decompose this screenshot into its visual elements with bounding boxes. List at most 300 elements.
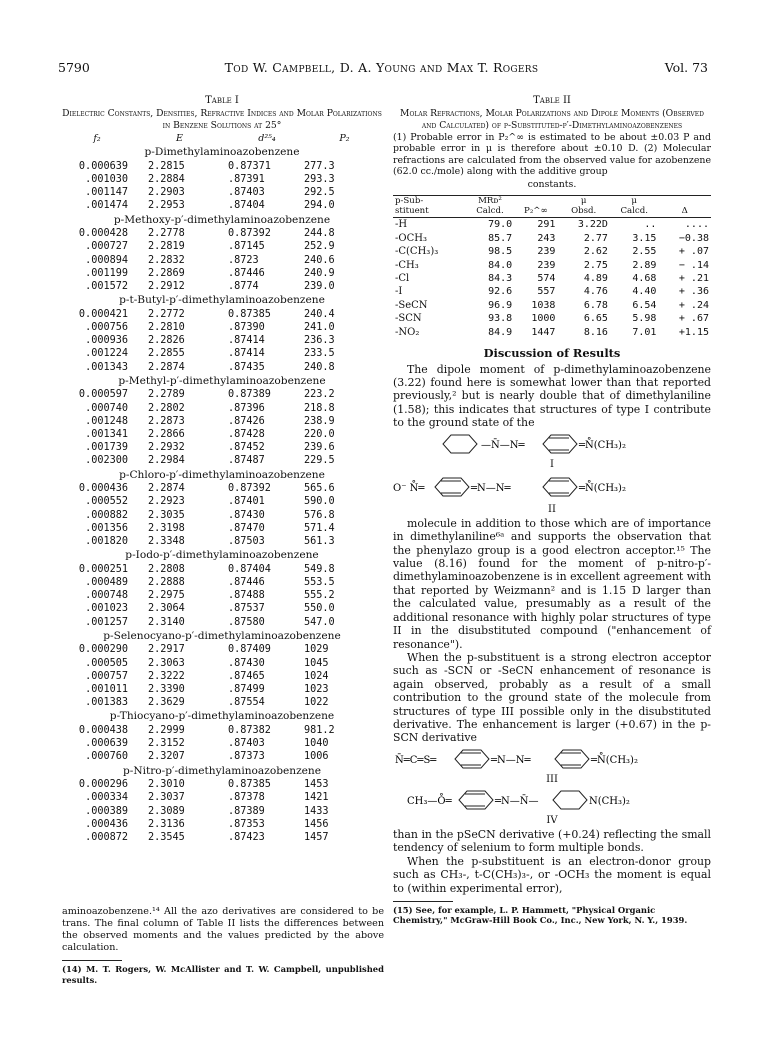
- structure-II-end: ═N̊(CH₃)₂: [579, 483, 626, 495]
- table1-cell: 240.6: [304, 254, 335, 266]
- table1-group-heading: p-Nitro-p′-dimethylaminoazobenzene: [122, 764, 322, 777]
- table1-cell: .87452: [228, 442, 265, 454]
- table2-header-cell: μ Obsd.: [571, 196, 597, 216]
- table2-row: [393, 259, 711, 272]
- table2-header-cell: MRᴅ² Calcd.: [476, 196, 504, 216]
- table1-cell: 2.2984: [148, 455, 185, 467]
- table1-cell: 2.3063: [148, 657, 185, 669]
- table1-cell: 2.2789: [148, 389, 185, 401]
- table1-cell: .87470: [228, 522, 265, 534]
- table1-cell: 1023: [304, 684, 329, 696]
- table2-cell: 4.40: [632, 286, 657, 298]
- structure-IV: [393, 786, 711, 814]
- table1-cell: .87426: [228, 415, 265, 427]
- table1-cell: .87446: [228, 267, 265, 279]
- table1-cell: 2.2884: [148, 173, 185, 185]
- table2-header-row: [393, 196, 711, 218]
- table1-cell: 240.9: [304, 267, 335, 279]
- table1-cell: .000639: [85, 738, 128, 750]
- table1-cell: .001257: [85, 616, 128, 628]
- table1-cell: 223.2: [304, 389, 335, 401]
- table1-cell: .000389: [85, 805, 128, 817]
- table1-cell: .87465: [228, 670, 265, 682]
- table1-cell: 2.2869: [148, 267, 185, 279]
- table1-cell: .001011: [85, 684, 128, 696]
- table1-cell: 2.2808: [148, 563, 185, 575]
- table1-cell: 2.3064: [148, 603, 185, 615]
- table1-cell: .87404: [228, 200, 265, 212]
- table1-cell: 0.87385: [228, 779, 271, 791]
- table1-row: [62, 657, 382, 670]
- table2-cell: + .36: [678, 286, 709, 298]
- table2-cell: 6.54: [632, 299, 657, 311]
- table1-row: [62, 576, 382, 589]
- structure-II: [393, 471, 711, 503]
- table1-cell: 239.6: [304, 442, 335, 454]
- table1-cell: .87145: [228, 241, 265, 253]
- table1-row: [62, 696, 382, 709]
- table1-group-heading: p-Thiocyano-p′-dimethylaminoazobenzene: [109, 710, 335, 723]
- table1-cell: 1029: [304, 644, 329, 656]
- table1-cell: 2.3010: [148, 779, 185, 791]
- table1-row: [62, 441, 382, 454]
- table1-row: [62, 199, 382, 212]
- table1-cell: .001474: [85, 200, 128, 212]
- running-head-authors: Tod W. Campbell, D. A. Young and Max T. Rogers: [224, 60, 539, 75]
- table1-cell: .000552: [85, 496, 128, 508]
- table1-cell: .8774: [228, 281, 259, 292]
- table1-cell: 0.000290: [78, 644, 128, 656]
- structure-IV-end: N(CH₃)₂: [589, 796, 630, 808]
- table1-caption: Dielectric Constants, Densities, Refractive Indices and Molar Polarizations in Benzene Solutions at 25°: [62, 107, 382, 131]
- structure-IV-drawing: [393, 786, 711, 814]
- table1-row: [62, 280, 382, 293]
- table1-col-p2: P₂: [339, 132, 350, 144]
- table1-cell: 590.0: [304, 496, 335, 508]
- table2-cell: + .21: [678, 273, 709, 284]
- table1-cell: 229.5: [304, 455, 335, 467]
- table1-cell: .000334: [85, 792, 128, 804]
- table1-cell: .87403: [228, 738, 265, 750]
- table1-cell: 239.0: [304, 281, 335, 292]
- table1-row: [62, 616, 382, 629]
- table2-cell: -OCH₃: [395, 232, 427, 244]
- left-bottom-paragraph: aminoazobenzene.¹⁴ All the azo derivatives are considered to be trans. The final column of Table II lists the differences between the observed moments and the values predicted by the above calculation.: [62, 906, 384, 953]
- table1-cell: 2.2826: [148, 335, 185, 347]
- table2-cell: -SCN: [395, 313, 422, 325]
- table2-cell: 6.78: [583, 299, 608, 311]
- table1-cell: 550.0: [304, 603, 335, 615]
- table1-row: [62, 495, 382, 508]
- table2-cell: 574: [537, 273, 556, 284]
- footnote-14: (14) M. T. Rogers, W. McAllister and T. W. Campbell, unpublished results.: [62, 964, 384, 985]
- table1-cell: 2.2917: [148, 644, 185, 656]
- table1-cell: 0.87389: [228, 389, 271, 401]
- table1-cell: 553.5: [304, 577, 335, 589]
- table2-note-end: constants.: [527, 178, 577, 190]
- table2-cell: 1038: [531, 299, 556, 311]
- table1-cell: 0.000428: [78, 228, 128, 240]
- table1-cell: .001383: [85, 697, 128, 709]
- table1-cell: 0.87409: [228, 644, 271, 656]
- table1-cell: 252.9: [304, 241, 335, 253]
- structure-I-drawing: [393, 430, 711, 458]
- table1-cell: .87446: [228, 577, 265, 589]
- table2-cell: 243: [537, 232, 556, 244]
- table1-cell: .87390: [228, 322, 265, 333]
- footnote-rule: [62, 960, 122, 961]
- table1-col-d: d²⁵₄: [258, 132, 276, 144]
- table1-cell: .000727: [85, 241, 128, 253]
- table2-cell: -Cl: [395, 273, 410, 284]
- table2-cell: 84.0: [488, 259, 513, 271]
- table1-cell: .001343: [85, 361, 128, 373]
- table1-cell: 2.2874: [148, 361, 185, 373]
- table2-cell: 79.0: [488, 219, 513, 231]
- table1-cell: 2.3136: [148, 818, 185, 830]
- table1-cell: 547.0: [304, 616, 335, 628]
- table1-cell: .001248: [85, 415, 128, 427]
- table1-label: Table I: [205, 95, 239, 106]
- table2-cell: 1000: [531, 313, 556, 325]
- table1-cell: 241.0: [304, 322, 335, 333]
- table1-row: [62, 240, 382, 253]
- table1-cell: 0.87392: [228, 228, 271, 240]
- table1-cell: 0.87382: [228, 725, 271, 737]
- table1-row: [62, 160, 382, 173]
- table1-cell: 240.8: [304, 361, 335, 373]
- table1-cell: .87499: [228, 684, 265, 696]
- table1-col-e: E: [176, 132, 183, 144]
- table2-cell: 4.89: [583, 273, 608, 284]
- structure-III-bridge: ═N—N═: [491, 754, 531, 766]
- table1-cell: 2.2874: [148, 483, 185, 495]
- structure-II-bridge: ═N—N═: [471, 483, 511, 495]
- table2: [393, 195, 711, 339]
- table1-group-heading: p-Methoxy-p′-dimethylaminoazobenzene: [113, 213, 331, 226]
- table2-cell: 239: [537, 246, 556, 258]
- table1-cell: .87414: [228, 348, 265, 360]
- table1-row: [62, 509, 382, 522]
- table1-cell: .87378: [228, 792, 265, 804]
- paragraph-2: molecule in addition to those which are of importance in dimethylaniline⁶ᵃ and supports the observation that the phenylazo group is a good electron acceptor.¹⁵ The value (8.16) found for the moment of p-nitro-p′-dimethylaminoazobenzene is in excellent agreement with that reported by Weizmann² and is 1.15 D larger than the calculated value, presumably as a result of the additional resonance with highly polar structures of type II in the disubstituted compound ("enhancement of resonance").: [393, 516, 711, 651]
- table1-cell: .001739: [85, 442, 128, 454]
- table1-cell: .002300: [85, 455, 128, 467]
- table1-cell: 292.5: [304, 187, 335, 199]
- table2-cell: 93.8: [488, 313, 513, 325]
- table1-cell: 2.3390: [148, 684, 185, 696]
- table1-cell: .001199: [85, 267, 128, 279]
- table1-body: [62, 146, 382, 844]
- table1-cell: .001341: [85, 429, 128, 441]
- table1-row: [62, 482, 382, 495]
- table1-cell: .000436: [85, 818, 128, 830]
- right-column: [393, 94, 711, 926]
- table1-cell: 0.87404: [228, 563, 271, 575]
- table1-cell: .87580: [228, 616, 265, 628]
- table1-group-heading: p-Iodo-p′-dimethylaminoazobenzene: [125, 549, 319, 562]
- table1-row: [62, 683, 382, 696]
- table1-row: [62, 227, 382, 240]
- table2-cell: -SeCN: [395, 299, 428, 311]
- table2-row: [393, 272, 711, 285]
- table2-cell: 557: [537, 286, 556, 298]
- table1-cell: .000760: [85, 751, 128, 763]
- table1-row: [62, 321, 382, 334]
- table1-group-heading: p-t-Butyl-p′-dimethylaminoazobenzene: [119, 294, 325, 307]
- table1-cell: 1006: [304, 751, 329, 763]
- table1-row: [62, 267, 382, 280]
- table1-cell: 2.2912: [148, 281, 185, 292]
- table1-cell: 2.3152: [148, 738, 185, 750]
- table2-cell: -CH₃: [395, 259, 419, 271]
- table2-cell: − .14: [678, 259, 709, 271]
- table2-note: (1) Probable error in P₂^∞ is estimated to be about ±0.03 P and probable error in μ is therefore about ±0.10 D. (2) Molecular refractions are calculated from the observed value for azobenzene (62.0 cc./mole) along with the additive group: [393, 131, 711, 178]
- table1-cell: .87554: [228, 697, 265, 709]
- table1-row: [62, 254, 382, 267]
- table1-cell: 2.2953: [148, 200, 185, 212]
- structure-I-label: I: [550, 458, 554, 470]
- table1-cell: .000936: [85, 335, 128, 347]
- table1-cell: 2.2802: [148, 402, 185, 414]
- table2-cell: 3.15: [632, 232, 657, 244]
- structure-IV-left: CH₃—O̊═: [407, 796, 452, 808]
- table1-cell: 2.3348: [148, 536, 185, 548]
- table1-row: [62, 831, 382, 844]
- table1-cell: 218.8: [304, 402, 335, 414]
- table2-row: [393, 299, 711, 312]
- paragraph-5: When the p-substituent is an electron-donor group such as CH₃-, t-C(CH₃)₃-, or -OCH₃ the moment is equal to (within experimental error),: [393, 854, 711, 895]
- table1-cell: 277.3: [304, 160, 335, 172]
- table2-cell: 84.9: [488, 326, 513, 338]
- table1-cell: 0.000438: [78, 725, 128, 737]
- table1-cell: .001356: [85, 522, 128, 534]
- table2-row: [393, 285, 711, 298]
- volume-label: Vol. 73: [664, 60, 708, 75]
- table1-row: [62, 361, 382, 374]
- table1-cell: 1045: [304, 657, 329, 669]
- table1-cell: 0.87371: [228, 160, 271, 172]
- table1-cell: .87488: [228, 590, 265, 602]
- table1-cell: .87487: [228, 455, 265, 467]
- table1-cell: 240.4: [304, 308, 335, 320]
- table1-cell: 2.3545: [148, 832, 185, 844]
- table2-body: [393, 218, 711, 339]
- table2-cell: 1447: [531, 326, 556, 338]
- table2-cell: 96.9: [488, 299, 513, 311]
- table2-cell: −0.38: [678, 232, 709, 244]
- table1-cell: .87373: [228, 751, 265, 763]
- table1-cell: 2.3140: [148, 616, 185, 628]
- table1-cell: 981.2: [304, 725, 335, 737]
- table1-cell: .001572: [85, 281, 128, 292]
- table1-row: [62, 791, 382, 804]
- table2-cell: 2.89: [632, 259, 657, 271]
- structure-I-end: ═N̊(CH₃)₂: [579, 439, 626, 451]
- table1-cell: 236.3: [304, 335, 335, 347]
- table1-cell: 0.000639: [78, 160, 128, 172]
- table1-row: [62, 589, 382, 602]
- left-bottom-block: [62, 906, 384, 985]
- table1-cell: .000894: [85, 254, 128, 266]
- table1-cell: .87428: [228, 429, 265, 441]
- table1-cell: 238.9: [304, 415, 335, 427]
- table1-cell: .87403: [228, 187, 265, 199]
- table1-row: [62, 737, 382, 750]
- table1-cell: 2.3198: [148, 522, 185, 534]
- table1-row: [62, 778, 382, 791]
- structure-III: [393, 745, 711, 773]
- paragraph-3: When the p-substituent is a strong electron acceptor such as -SCN or -SeCN enhancement of resonance is again observed, probably as a result of a small contribution to the ground state of the molecule from structures of type III possible only in the disubstituted derivative. The enhancement is larger (+0.67) in the p-SCN derivative: [393, 650, 711, 745]
- table1-cell: 1024: [304, 670, 329, 682]
- table1-cell: .87389: [228, 805, 265, 817]
- table1-cell: .000872: [85, 832, 128, 844]
- table2-cell: +1.15: [678, 326, 709, 338]
- table2-header-cell: Δ: [681, 205, 688, 216]
- table1-cell: .000882: [85, 509, 128, 521]
- page-number: 5790: [58, 60, 90, 75]
- table2-cell: 239: [537, 259, 556, 271]
- table1-cell: 0.000597: [78, 389, 128, 401]
- table1-row: [62, 308, 382, 321]
- footnote-rule-right: [393, 901, 453, 902]
- table2-cell: -H: [395, 219, 408, 231]
- structure-II-drawing: [393, 471, 711, 503]
- table1-cell: .001023: [85, 603, 128, 615]
- table1-row: [62, 805, 382, 818]
- table1-cell: 0.000251: [78, 563, 128, 575]
- table1-cell: .87401: [228, 496, 265, 508]
- table1-cell: 2.3035: [148, 509, 185, 521]
- table1-cell: 2.2819: [148, 241, 185, 253]
- table1-row: [62, 428, 382, 441]
- table1-row: [62, 334, 382, 347]
- table1-row: [62, 643, 382, 656]
- table1-cell: 220.0: [304, 429, 335, 441]
- table1-cell: 2.3222: [148, 670, 185, 682]
- table1-cell: 2.2932: [148, 442, 185, 454]
- structure-II-label: II: [548, 504, 556, 516]
- table1-cell: 2.2810: [148, 322, 185, 333]
- table2-cell: 2.77: [583, 232, 608, 244]
- table2-cell: + .67: [678, 313, 709, 325]
- table1-column-headers: [62, 132, 382, 146]
- table1-cell: 2.2866: [148, 429, 185, 441]
- table1-cell: 1022: [304, 697, 329, 709]
- table2-cell: 2.55: [632, 246, 657, 258]
- section-heading: Discussion of Results: [483, 346, 621, 361]
- table2-header-cell: P₂^∞: [524, 205, 548, 216]
- table1-cell: 2.2903: [148, 187, 185, 199]
- table2-cell: 291: [537, 219, 556, 231]
- table1-cell: 294.0: [304, 200, 335, 212]
- table2-cell: 85.7: [488, 232, 513, 244]
- table1-cell: 2.2832: [148, 254, 185, 266]
- table2-row: [393, 232, 711, 245]
- table1-cell: .87537: [228, 603, 265, 615]
- table1-row: [62, 724, 382, 737]
- table1-cell: 233.5: [304, 348, 335, 360]
- table1-row: [62, 186, 382, 199]
- table2-cell: ....: [684, 219, 709, 231]
- table2-cell: 2.75: [583, 259, 608, 271]
- table1-row: [62, 402, 382, 415]
- table1-cell: 1456: [304, 818, 329, 830]
- table1-cell: 561.3: [304, 536, 335, 548]
- table2-cell: 8.16: [583, 326, 608, 338]
- table2-cell: 84.3: [488, 273, 513, 284]
- structure-IV-label: IV: [546, 815, 558, 827]
- table1-cell: .87414: [228, 335, 265, 347]
- table1-cell: 565.6: [304, 483, 335, 495]
- table1-cell: 2.2999: [148, 725, 185, 737]
- table2-cell: 6.65: [583, 313, 608, 325]
- table1-cell: 0.87392: [228, 483, 271, 495]
- table1-cell: .001147: [85, 187, 128, 199]
- table1-cell: 2.2778: [148, 228, 185, 240]
- table1-cell: .000757: [85, 670, 128, 682]
- table1-cell: .87423: [228, 832, 265, 844]
- table1-cell: 293.3: [304, 173, 335, 185]
- table1-cell: .001820: [85, 536, 128, 548]
- paragraph-1: The dipole moment of p-dimethylaminoazobenzene (3.22) found here is somewhat lower than that reported previously,² but is nearly double that of dimethylaniline (1.58); this indicates that structures of type I contribute to the ground state of the: [393, 362, 711, 430]
- table1-cell: .87430: [228, 509, 265, 521]
- table1-cell: .87396: [228, 402, 265, 414]
- table1-cell: .000756: [85, 322, 128, 333]
- table1-row: [62, 173, 382, 186]
- table2-row: [393, 218, 711, 232]
- table2-cell: 98.5: [488, 246, 513, 258]
- structure-III-drawing: [393, 745, 711, 773]
- table2-cell: 7.01: [632, 326, 657, 338]
- table1-cell: .87503: [228, 536, 265, 548]
- table1-group-heading: p-Selenocyano-p′-dimethylaminoazobenzene: [103, 629, 341, 642]
- table1-cell: 2.2975: [148, 590, 185, 602]
- table1-cell: .000740: [85, 402, 128, 414]
- table1-cell: .87430: [228, 657, 265, 669]
- table1-cell: .8723: [228, 254, 259, 266]
- table1-group-heading: p-Chloro-p′-dimethylaminoazobenzene: [119, 468, 325, 481]
- table1-cell: .000748: [85, 590, 128, 602]
- table1-cell: 2.3207: [148, 751, 185, 763]
- table1-cell: 576.8: [304, 509, 335, 521]
- structure-I: [393, 430, 711, 458]
- left-column: [62, 94, 382, 844]
- table1-cell: 2.2772: [148, 308, 185, 320]
- table1-group-heading: p-Dimethylaminoazobenzene: [144, 146, 300, 159]
- structure-III-label: III: [546, 773, 558, 785]
- table1-cell: 1040: [304, 738, 329, 750]
- table1-row: [62, 602, 382, 615]
- table1-cell: 2.3089: [148, 805, 185, 817]
- table1-row: [62, 454, 382, 467]
- table1-cell: .000505: [85, 657, 128, 669]
- table1-cell: 2.2855: [148, 348, 185, 360]
- table1-cell: 2.2888: [148, 577, 185, 589]
- table1-cell: .001224: [85, 348, 128, 360]
- table1-row: [62, 750, 382, 763]
- table1-cell: 1457: [304, 832, 329, 844]
- table1-cell: 244.8: [304, 228, 335, 240]
- table1-cell: 0.000296: [78, 779, 128, 791]
- table1-cell: 2.2815: [148, 160, 185, 172]
- table1-cell: 555.2: [304, 590, 335, 602]
- table1-cell: 0.87385: [228, 308, 271, 320]
- table1-cell: 571.4: [304, 522, 335, 534]
- table1-row: [62, 563, 382, 576]
- table2-row: [393, 312, 711, 325]
- table1-cell: 1433: [304, 805, 329, 817]
